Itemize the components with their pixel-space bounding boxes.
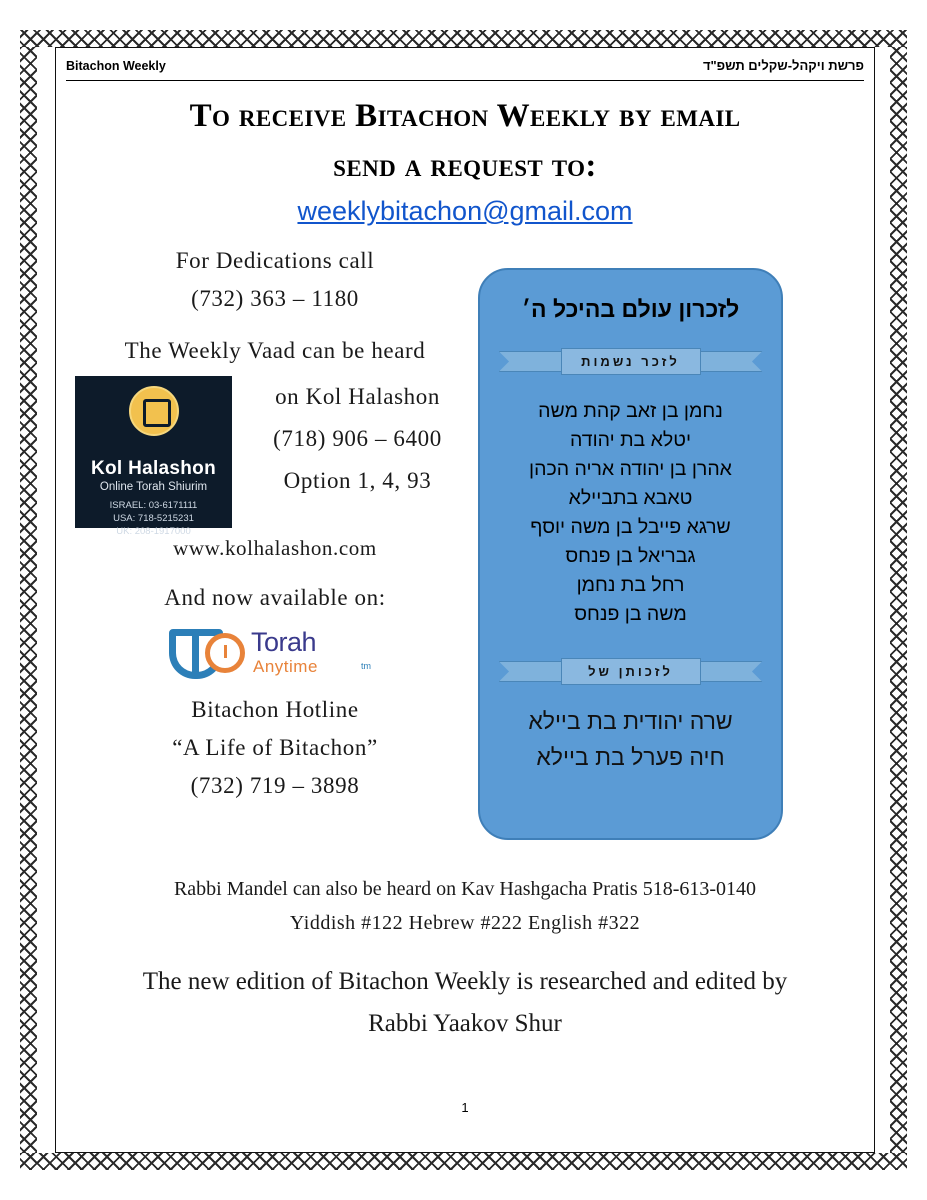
edition-line-2: Rabbi Yaakov Shur [368, 1010, 562, 1037]
vaad-line: The Weekly Vaad can be heard [124, 338, 426, 363]
email-link[interactable]: weeklybitachon@gmail.com [297, 196, 633, 226]
kav-hashgacha-line: Rabbi Mandel can also be heard on Kav Hashgacha Pratis 518-613-0140 [173, 878, 757, 900]
list-item: שרגא פייבל בן משה יוסף [530, 516, 731, 538]
merit-names-list [480, 703, 781, 775]
kol-halashon-badge-icon [129, 386, 179, 436]
list-item: טאבא בתביילא [568, 487, 693, 509]
edition-line-1: The new edition of Bitachon Weekly is researched and edited by [142, 968, 788, 995]
memorial-ribbon-top-label: לזכר נשמות [561, 348, 701, 375]
memorial-ribbon-top [499, 345, 763, 379]
memorial-ribbon-bottom [499, 655, 763, 689]
dedications-phone: (732) 363 – 1180 [191, 286, 359, 311]
page-title-line1: To receive Bitachon Weekly by email [189, 98, 741, 134]
ribbon-tail-left [499, 661, 565, 682]
left-info-column [75, 248, 475, 811]
torah-anytime-tm: tm [361, 661, 371, 671]
dedications-label: For Dedications call [175, 248, 375, 273]
torah-anytime-word2: Anytime [253, 657, 318, 676]
hotline-quote: “A Life of Bitachon” [172, 735, 378, 760]
list-item: נחמן בן זאב קהת משה [538, 400, 723, 422]
list-item: אהרן בן יהודה אריה הכהן [529, 458, 732, 480]
list-item: חיה פערל בת ביילא [536, 744, 725, 770]
list-item: משה בן פנחס [574, 603, 687, 625]
ribbon-tail-right [697, 661, 763, 682]
kol-halashon-logo-subtitle: Online Torah Shiurim [99, 481, 208, 493]
list-item: גבריאל בן פנחס [565, 545, 696, 567]
memorial-panel [478, 268, 783, 840]
kol-halashon-block [75, 376, 475, 536]
kol-phone-israel: ISRAEL: 03-6171111 [109, 500, 198, 511]
torah-anytime-logo [165, 623, 385, 685]
page-number: 1 [461, 1100, 469, 1115]
memorial-panel-title: לזכרון עולם בהיכל ה׳ [521, 296, 740, 322]
kol-halashon-logo-name: Kol Halashon [90, 458, 216, 479]
page-title-line2: send a request to: [333, 148, 597, 184]
list-item: שרה יהודית בת ביילא [528, 708, 733, 734]
clock-icon [205, 633, 245, 673]
kol-halashon-website[interactable]: www.kolhalashon.com [173, 536, 377, 560]
ribbon-tail-right [697, 351, 763, 372]
running-head-rule [66, 80, 864, 81]
frame-rule-bottom [55, 1152, 875, 1153]
list-item: רחל בת נחמן [576, 574, 685, 596]
vaad-option: Option 1, 4, 93 [283, 468, 432, 493]
kol-halashon-logo [75, 376, 232, 537]
vaad-phone: (718) 906 – 6400 [273, 426, 442, 451]
hotline-title: Bitachon Hotline [191, 697, 359, 722]
ribbon-tail-left [499, 351, 565, 372]
memorial-names-list [480, 397, 781, 629]
torah-anytime-word1: Torah [251, 627, 317, 657]
running-head [66, 58, 864, 73]
list-item: יטלא בת יהודה [569, 429, 692, 451]
kol-phone-uk: UK: 208-1917000 [116, 526, 191, 537]
hotline-phone: (732) 719 – 3898 [190, 773, 360, 798]
running-head-left: Bitachon Weekly [66, 59, 166, 73]
running-head-right: פרשת ויקהל-שקלים תשפ"ד [702, 58, 864, 73]
memorial-ribbon-bottom-label: לזכותן של [561, 658, 701, 685]
languages-line: Yiddish #122 Hebrew #222 English #322 [289, 912, 641, 934]
available-on-label: And now available on: [164, 585, 386, 610]
vaad-on-label: on Kol Halashon [275, 384, 440, 409]
kol-phone-usa: USA: 718-5215231 [113, 513, 194, 524]
